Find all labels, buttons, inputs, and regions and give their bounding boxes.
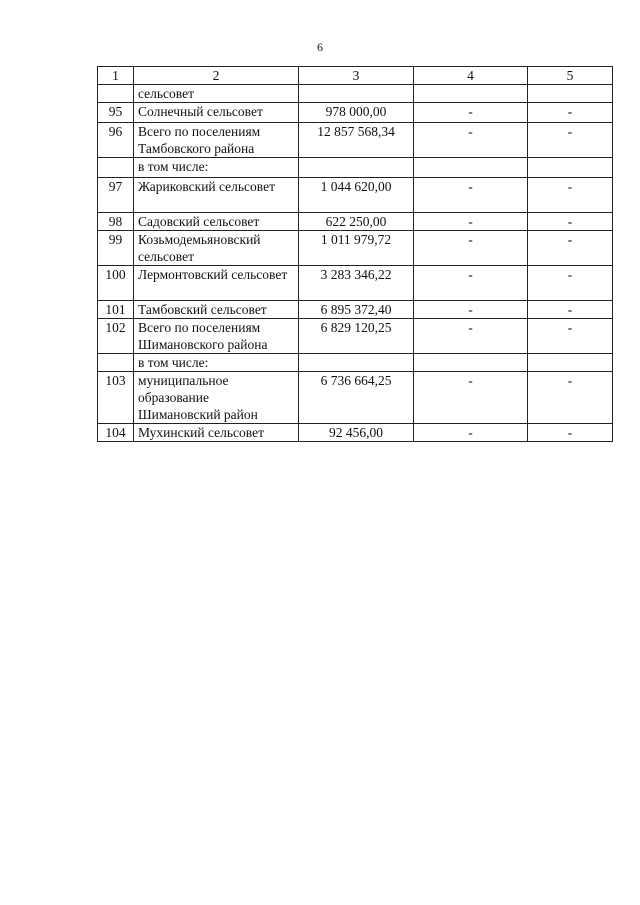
column-4-cell: - <box>414 231 528 266</box>
row-number-cell <box>98 354 134 372</box>
column-4-cell: - <box>414 319 528 354</box>
settlement-name-cell: Жариковский сельсовет <box>134 178 299 213</box>
table-row <box>98 158 613 178</box>
row-number-cell: 97 <box>98 178 134 213</box>
column-4-cell: - <box>414 424 528 442</box>
column-5-cell: - <box>528 213 613 231</box>
settlement-name-cell: Козьмодемьяновский сельсовет <box>134 231 299 266</box>
column-5-cell: - <box>528 123 613 158</box>
table-row <box>98 103 613 123</box>
settlement-name-cell: Всего по поселениям Шимановского района <box>134 319 299 354</box>
row-number-cell: 95 <box>98 103 134 123</box>
column-4-cell: - <box>414 301 528 319</box>
header-cell: 5 <box>528 67 613 85</box>
row-number-cell: 102 <box>98 319 134 354</box>
column-4-cell <box>414 158 528 178</box>
amount-cell: 1 044 620,00 <box>299 178 414 213</box>
column-4-cell <box>414 354 528 372</box>
row-number-cell: 98 <box>98 213 134 231</box>
column-4-cell: - <box>414 266 528 301</box>
column-5-cell <box>528 354 613 372</box>
column-5-cell <box>528 158 613 178</box>
row-number-cell: 104 <box>98 424 134 442</box>
settlement-name-cell: в том числе: <box>134 354 299 372</box>
settlement-name-cell: Садовский сельсовет <box>134 213 299 231</box>
column-4-cell <box>414 85 528 103</box>
table-row <box>98 266 613 301</box>
table-row <box>98 319 613 354</box>
row-number-cell: 100 <box>98 266 134 301</box>
amount-cell: 6 895 372,40 <box>299 301 414 319</box>
header-cell: 2 <box>134 67 299 85</box>
table-header-row <box>98 67 613 85</box>
amount-cell: 12 857 568,34 <box>299 123 414 158</box>
page-number: 6 <box>317 40 323 54</box>
settlement-name-cell: Тамбовский сельсовет <box>134 301 299 319</box>
amount-cell: 3 283 346,22 <box>299 266 414 301</box>
row-number-cell: 96 <box>98 123 134 158</box>
header-cell: 1 <box>98 67 134 85</box>
table-row <box>98 123 613 158</box>
amount-cell: 92 456,00 <box>299 424 414 442</box>
amount-cell <box>299 85 414 103</box>
amount-cell: 6 829 120,25 <box>299 319 414 354</box>
column-4-cell: - <box>414 178 528 213</box>
settlement-name-cell: Всего по поселениям Тамбовского района <box>134 123 299 158</box>
header-cell: 4 <box>414 67 528 85</box>
column-5-cell: - <box>528 372 613 424</box>
column-4-cell: - <box>414 372 528 424</box>
settlement-name-cell: Мухинский сельсовет <box>134 424 299 442</box>
table-row <box>98 424 613 442</box>
row-number-cell: 99 <box>98 231 134 266</box>
column-4-cell: - <box>414 123 528 158</box>
table-row <box>98 213 613 231</box>
amount-cell: 6 736 664,25 <box>299 372 414 424</box>
settlement-name-cell: Лермонтовский сельсовет <box>134 266 299 301</box>
table-row <box>98 354 613 372</box>
row-number-cell: 101 <box>98 301 134 319</box>
settlement-name-cell: Солнечный сельсовет <box>134 103 299 123</box>
table-row <box>98 301 613 319</box>
table-row <box>98 231 613 266</box>
settlement-name-cell: муниципальное образование Шимановский район <box>134 372 299 424</box>
row-number-cell: 103 <box>98 372 134 424</box>
row-number-cell <box>98 158 134 178</box>
settlement-name-cell: сельсовет <box>134 85 299 103</box>
row-number-cell <box>98 85 134 103</box>
amount-cell <box>299 158 414 178</box>
header-cell: 3 <box>299 67 414 85</box>
amount-cell <box>299 354 414 372</box>
column-5-cell: - <box>528 178 613 213</box>
column-4-cell: - <box>414 103 528 123</box>
column-4-cell: - <box>414 213 528 231</box>
column-5-cell: - <box>528 266 613 301</box>
column-5-cell: - <box>528 231 613 266</box>
column-5-cell: - <box>528 103 613 123</box>
amount-cell: 978 000,00 <box>299 103 414 123</box>
amount-cell: 1 011 979,72 <box>299 231 414 266</box>
settlement-name-cell: в том числе: <box>134 158 299 178</box>
table-row <box>98 372 613 424</box>
column-5-cell: - <box>528 301 613 319</box>
column-5-cell <box>528 85 613 103</box>
column-5-cell: - <box>528 424 613 442</box>
table-row <box>98 178 613 213</box>
amount-cell: 622 250,00 <box>299 213 414 231</box>
column-5-cell: - <box>528 319 613 354</box>
budget-table <box>97 66 613 442</box>
table-row <box>98 85 613 103</box>
